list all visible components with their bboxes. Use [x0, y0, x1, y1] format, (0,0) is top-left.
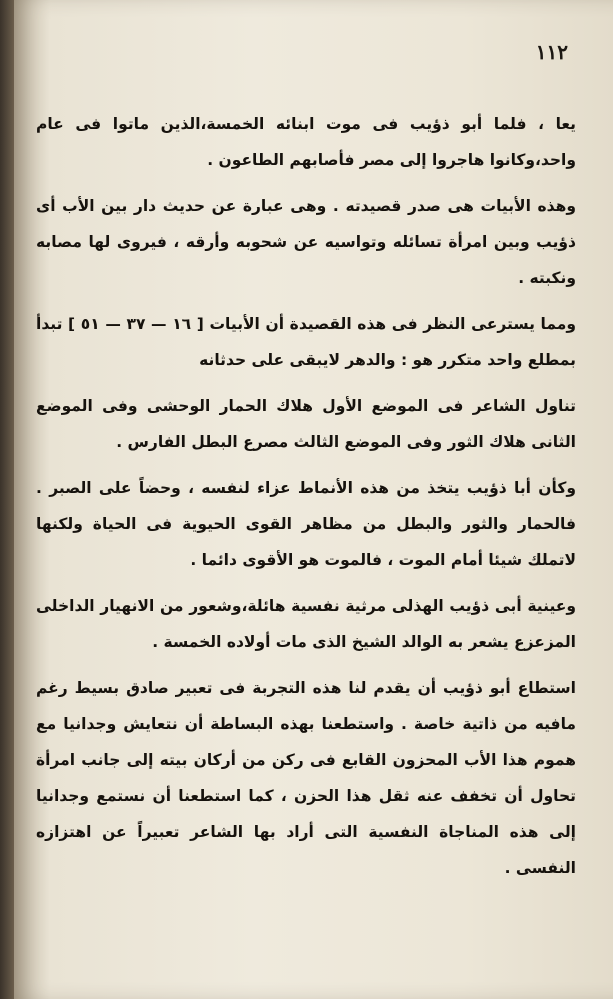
- page-number: ١١٢: [535, 40, 568, 64]
- paragraph-6: وعينية أبى ذؤيب الهذلى مرثية نفسية هائلة،وشعور من الانهيار الداخلى المزعزع يشعر به الوالد الشيخ الذى مات أولاده الخمسة .: [36, 597, 576, 651]
- show-through-text: [253, 40, 583, 72]
- body-text: [36, 106, 576, 896]
- book-gutter: [0, 0, 14, 999]
- paragraph-2: وهذه الأبيات هى صدر قصيدته . وهى عبارة عن حديث دار بين الأب أى ذؤيب وبين امرأة تسائله وتواسيه عن شحوبه وأرقه ، فيروى لها مصابه ونكبته .: [36, 197, 576, 287]
- paragraph-1: يعا ، فلما أبو ذؤيب فى موت ابنائه الخمسة،الذين ماتوا فى عام واحد،وكانوا هاجروا إلى مصر فأصابهم الطاعون .: [36, 115, 576, 169]
- book-page: [14, 0, 613, 999]
- paragraph-5: وكأن أبا ذؤيب يتخذ من هذه الأنماط عزاء لنفسه ، وحضاً على الصبر . فالحمار والثور والبطل من مظاهر القوى الحيوية فى الحياة ولكنها لاتملك شيئا أمام الموت ، فالموت هو الأقوى دائما .: [36, 479, 576, 569]
- paragraph-3: ومما يسترعى النظر فى هذه القصيدة أن الأبيات [ ١٦ — ٣٧ — ٥١ ] تبدأ بمطلع واحد متكرر هو : والدهر لايبقى على حدثانه: [36, 315, 577, 369]
- paragraph-4: تناول الشاعر فى الموضع الأول هلاك الحمار الوحشى وفى الموضع الثانى هلاك الثور وفى الموضع الثالث مصرع البطل الفارس .: [36, 397, 576, 451]
- paragraph-7: استطاع أبو ذؤيب أن يقدم لنا هذه التجربة فى تعبير صادق بسيط رغم مافيه من ذاتية خاصة . واستطعنا بهذه البساطة أن نتعايش وجدانيا مع هموم هذا الأب المحزون القابع فى ركن من أركان بيته إلى جانب امرأة تحاول أن تخفف عنه ثقل هذا الحزن ، كما استطعنا أن نستمع وجدانيا إلى هذه المناجاة النفسية التى أراد بها الشاعر تعبيراً عن اهتزازه النفسى .: [36, 679, 576, 877]
